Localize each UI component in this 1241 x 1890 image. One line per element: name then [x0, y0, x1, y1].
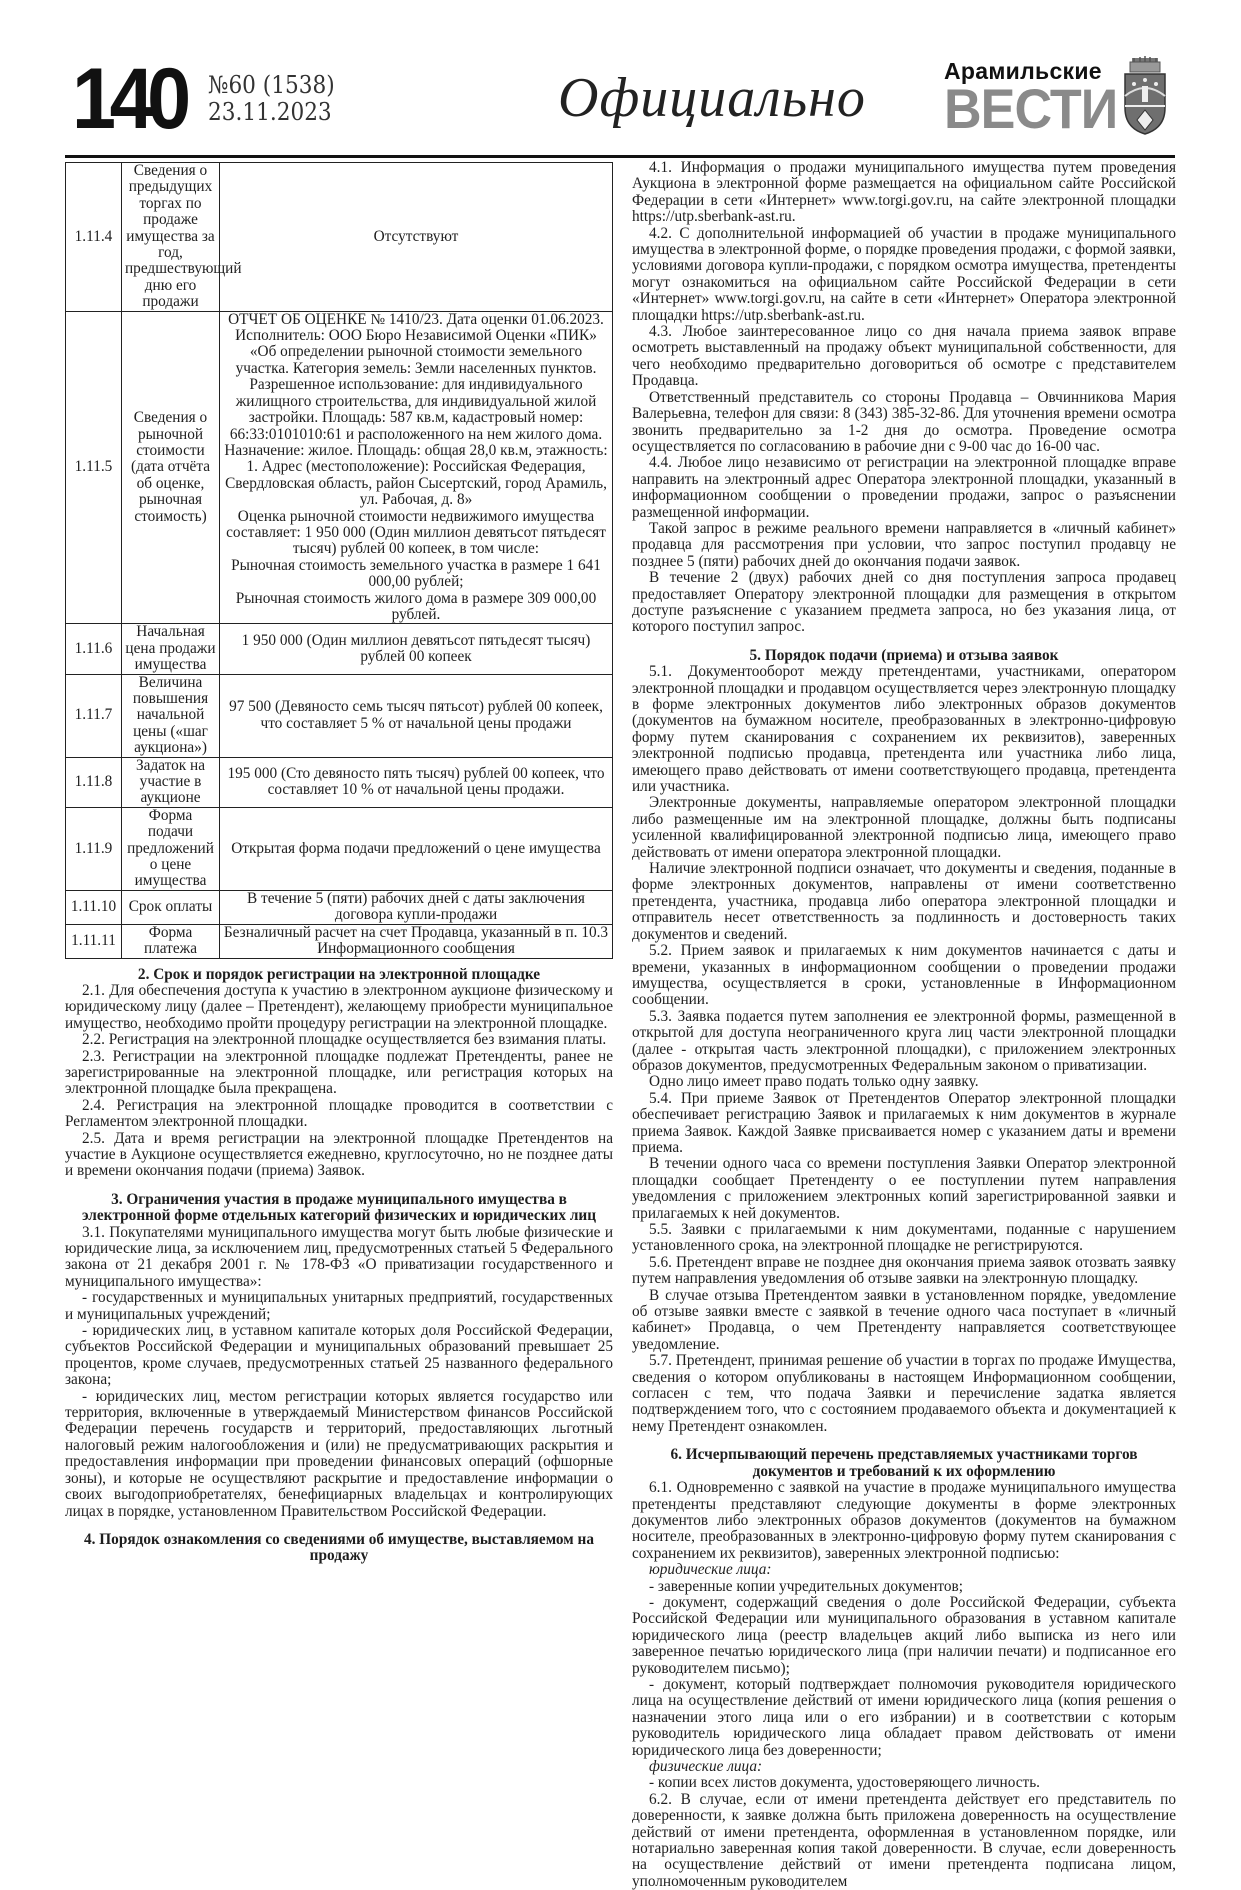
- paragraph: 4.2. С дополнительной информацией об участии в продаже муниципального имущества в электронной форме, о порядке проведения продажи, с формой заявки, условиями договора купли-продажи, с порядком осмотра имущества, претенденты могут ознакомиться на официальном сайте Российской Федерации в сети «Интернет» www.torgi.gov.ru, на сайте в сети «Интернет» Оператора электронной площадки https://utp.sberbank-ast.ru.: [632, 224, 1176, 324]
- row-number: 1.11.9: [66, 807, 122, 890]
- paragraph: 2.1. Для обеспечения доступа к участию в электронном аукционе физическому и юридическому лицу (далее – Претендент), желающему приобрести муниципальное имущество, необходимо пройти процедуру регистрации на электронной площадке.: [65, 981, 613, 1032]
- paragraph: 2.3. Регистрации на электронной площадке подлежат Претенденты, ранее не зарегистрированные на электронной площадке, или регистрация которых на электронной площадке была прекращена.: [65, 1047, 613, 1098]
- paragraph: - юридических лиц, в уставном капитале которых доля Российской Федерации, субъектов Российской Федерации и муниципальных образований превышает 25 процентов, кроме случаев, предусмотренных статьей 25 названного федерального закона;: [65, 1322, 613, 1389]
- table-row: [66, 757, 613, 807]
- paragraph: - документ, который подтверждает полномочия руководителя юридического лица на осуществление действий от имени юридического лица (копия решения о назначении этого лица или о его избрании) и в соответствии с которым руководитель юридического лица обладает правом действовать от имени юридического лица без доверенности;: [632, 1675, 1176, 1759]
- row-value: [220, 890, 613, 924]
- paragraph: Такой запрос в режиме реального времени направляется в «личный кабинет» продавца для рассмотрения при условии, что запрос поступил продавцу не позднее 5 (пяти) рабочих дней до окончания подачи заявок.: [632, 519, 1176, 570]
- value-line: Оценка рыночной стоимости недвижимого имущества составляет: 1 950 000 (Один миллион девятьсот пятьдесят тысяч) рублей 00 копеек, в том числе:: [226, 507, 606, 558]
- paragraph: - заверенные копии учредительных документов;: [649, 1577, 963, 1595]
- paragraph: - юридических лиц, местом регистрации которых является государство или территория, включенные в утверждаемый Министерством финансов Российской Федерации перечень государств и территорий, предоставляющих льготный налоговый режим налогообложения и (или) не предусматривающих раскрытия и предоставления информации при проведении финансовых операций (офшорные зоны), и которые не осуществляют раскрытие и предоставление информации о своих выгодоприобретателях, бенефициарных владельцах и контролирующих лицах в порядке, установленном Правительством Российской Федерации.: [65, 1387, 613, 1520]
- section-heading: 4. Порядок ознакомления со сведениями об имуществе, выставляемом на продажу: [83, 1530, 594, 1565]
- paragraph: - государственных и муниципальных унитарных предприятий, государственных и муниципальных учреждений;: [65, 1289, 613, 1323]
- coat-of-arms-icon: [1120, 56, 1170, 136]
- paragraph: 4.3. Любое заинтересованное лицо со дня начала приема заявок вправе осмотреть выставленный на продажу объект муниципальной собственности, для чего необходимо предварительно договориться об осмотре с представителем Продавца.: [632, 323, 1176, 390]
- section-heading: 2. Срок и порядок регистрации на электронной площадке: [137, 965, 541, 983]
- paragraph: Ответственный представитель со стороны Продавца – Овчинникова Мария Валерьевна, телефон для связи: 8 (343) 385-32-86. Для уточнения времени осмотра звонить предварительно за 1-2 дня до осмотра. Проведение осмотра осуществляется по согласованию в рабочие дни с 9-00 час до 16-00 час.: [632, 388, 1176, 455]
- header-divider: [65, 155, 1175, 158]
- row-value: [220, 311, 613, 624]
- paragraph: 5.5. Заявки с прилагаемыми к ним документами, поданные с нарушением установленного срока, на электронной площадке не регистрируются.: [632, 1221, 1176, 1255]
- section-title: Официально: [558, 67, 866, 129]
- value-line: В течение 5 (пяти) рабочих дней с даты заключения договора купли-продажи: [247, 889, 585, 924]
- row-number: 1.11.5: [66, 311, 122, 624]
- logo-top-text: Арамильские: [944, 58, 1102, 84]
- value-line: «Об определении рыночной стоимости земельного участка. Категория земель: Земли населенных пунктов. Разрешенное использование: для индивидуального жилищного строительства, для индивидуальной жилой застройки. Площадь: 587 кв.м, кадастровый номер: 66:33:0101010:61 и расположенного на нем жилого дома. Назначение: жилое. Площадь: общая 28,0 кв.м, этажность: 1. Адрес (местоположение): Российская Федерация, Свердловская область, район Сысертский, город Арамиль, ул. Рабочая, д. 8»: [224, 343, 608, 509]
- value-line: 97 500 (Девяносто семь тысяч пятьсот) рублей 00 копеек, что составляет 5 % от начальной цены продажи: [229, 698, 603, 732]
- table-row: [66, 674, 613, 757]
- row-label: Задаток на участие в аукционе: [122, 757, 220, 807]
- paragraph: 5.3. Заявка подается путем заполнения ее электронной формы, размещенной в открытой для доступа неограниченного круга лиц части электронной площадки (далее - открытая часть электронной площадки), с приложением электронных образов документов, предусмотренных Федеральным законом о приватизации.: [632, 1007, 1176, 1074]
- paragraph: 2.5. Дата и время регистрации на электронной площадке Претендентов на участие в Аукционе осуществляется ежедневно, круглосуточно, но не позднее даты и времени окончания подачи (приема) Заявок.: [65, 1129, 613, 1180]
- row-label: Срок оплаты: [122, 890, 220, 924]
- section-heading: 6. Исчерпывающий перечень представляемых участниками торгов документов и требований к их оформлению: [670, 1446, 1138, 1480]
- row-value: [220, 163, 613, 312]
- paragraph: физические лица:: [649, 1758, 763, 1775]
- left-text: [65, 967, 613, 1565]
- paragraph: В случае отзыва Претендентом заявки в установленном порядке, уведомление об отзыве заявки вместе с заявкой в течение одного часа поступает в «личный кабинет» Продавца, о чем Претенденту направляется соответствующее уведомление.: [632, 1286, 1176, 1353]
- paragraph: 5.1. Документооборот между претендентами, участниками, оператором электронной площадки и продавцом осуществляется через электронную площадку в форме электронных документов либо электронных образов документов (документов на бумажном носителе, преобразованных в электронно-цифровую форму путем сканирования с сохранением их реквизитов), заверенных электронной подписью продавца, претендента или участника либо лица, имеющего право действовать от имени соответствующего продавца, претендента или участника.: [632, 663, 1176, 796]
- section-heading: 3. Ограничения участия в продаже муниципального имущества в электронной форме отдельных категорий физических и юридических лиц: [81, 1190, 597, 1225]
- page-number: 140: [72, 51, 185, 147]
- table-row: [66, 890, 613, 924]
- paragraph: 6.1. Одновременно с заявкой на участие в продаже муниципального имущества претенденты представляют следующие документы в форме электронных документов либо электронных образов документов (документов на бумажном носителе, преобразованных в электронно-цифровую форму путем сканирования с сохранением их реквизитов), заверенных электронной подписью:: [632, 1479, 1176, 1562]
- paragraph: В течение 2 (двух) рабочих дней со дня поступления запроса продавец предоставляет Оператору электронной площадки для размещения в открытом доступе разъяснение с указанием предмета запроса, но без указания лица, от которого поступил запрос.: [632, 569, 1176, 636]
- value-line: ОТЧЕТ ОБ ОЦЕНКЕ № 1410/23. Дата оценки 01.06.2023.: [228, 310, 604, 328]
- paragraph: 2.4. Регистрация на электронной площадке проводится в соответствии с Регламентом электронной площадки.: [65, 1096, 613, 1131]
- issue-date: 23.11.2023: [208, 98, 332, 126]
- value-line: Открытая форма подачи предложений о цене имущества: [231, 839, 601, 857]
- table-row: [66, 163, 613, 312]
- row-label: Начальная цена продажи имущества: [122, 624, 220, 674]
- issue-number: №60 (1538): [208, 71, 335, 99]
- right-text: [632, 160, 1176, 1890]
- row-number: 1.11.8: [66, 757, 122, 807]
- table-row: [66, 924, 613, 958]
- row-label: Величина повышения начальной цены («шаг аукциона»): [122, 674, 220, 757]
- property-info-table: [65, 162, 613, 959]
- table-row: [66, 624, 613, 674]
- logo-main-text: ВЕСТИ: [944, 77, 1118, 140]
- paragraph: - копии всех листов документа, удостоверяющего личность.: [649, 1774, 1041, 1792]
- row-value: [220, 924, 613, 958]
- row-number: 1.11.4: [66, 163, 122, 312]
- value-line: Безналичный расчет на счет Продавца, указанный в п. 10.3 Информационного сообщения: [223, 923, 609, 958]
- row-number: 1.11.10: [66, 890, 122, 924]
- row-value: [220, 807, 613, 890]
- paragraph: юридические лица:: [649, 1561, 772, 1579]
- issue-info: [208, 72, 335, 126]
- value-line: Рыночная стоимость жилого дома в размере 309 000,00 рублей.: [235, 589, 597, 623]
- paragraph: Одно лицо имеет право подать только одну заявку.: [649, 1073, 979, 1091]
- row-label: Форма подачи предложений о цене имущества: [122, 807, 220, 890]
- row-value: [220, 757, 613, 807]
- row-label: Форма платежа: [122, 924, 220, 958]
- paragraph: - документ, содержащий сведения о доле Российской Федерации, субъекта Российской Федерации или муниципального образования в уставном капитале юридического лица (реестр владельцев акций либо выписка из него или заверенное печатью юридического лица (при наличии печати) и подписанное его руководителем письмо);: [632, 1593, 1176, 1677]
- paragraph: Наличие электронной подписи означает, что документы и сведения, поданные в форме электронных документов, направлены от имени соответственно претендента, участника, продавца либо оператора электронной площадки и отправитель несет ответственность за подлинность и достоверность таких документов и сведений.: [632, 860, 1176, 943]
- row-value: [220, 624, 613, 674]
- row-label: Сведения о предыдущих торгах по продаже имущества за год, предшествующий дню его продажи: [122, 163, 220, 312]
- row-number: 1.11.6: [66, 624, 122, 674]
- table-row: [66, 807, 613, 890]
- left-column: [65, 162, 613, 1565]
- row-value: [220, 674, 613, 757]
- table-row: [66, 311, 613, 624]
- paragraph: 5.2. Прием заявок и прилагаемых к ним документов начинается с даты и времени, указанных в информационном сообщении о проведении продажи имущества, осуществляется в сроки, установленные в Информационном сообщении.: [632, 942, 1176, 1009]
- paragraph: 6.2. В случае, если от имени претендента действует его представитель по доверенности, к заявке должна быть приложена доверенность на осуществление действий от имени претендента, оформленная в установленном порядке, или нотариально заверенная копия такой доверенности. В случае, если доверенность на осуществление действий от имени претендента подписана лицом, уполномоченным руководителем: [632, 1790, 1176, 1890]
- paragraph: 5.6. Претендент вправе не позднее дня окончания приема заявок отозвать заявку путем направления уведомления об отзыве заявки на электронную площадку.: [632, 1253, 1176, 1288]
- row-label: Сведения о рыночной стоимости (дата отчёта об оценке, рыночная стоимость): [122, 311, 220, 624]
- value-line: Рыночная стоимость земельного участка в размере 1 641 000,00 рублей;: [231, 556, 601, 591]
- newspaper-logo: [944, 58, 1118, 140]
- paragraph: 3.1. Покупателями муниципального имущества могут быть любые физические и юридические лица, за исключением лиц, предусмотренных статьей 5 Федерального закона от 21 декабря 2001 г. № 178-ФЗ «О приватизации государственного и муниципального имущества»:: [65, 1223, 613, 1290]
- paragraph: Электронные документы, направляемые оператором электронной площадки либо размещенные им на электронной площадке, должны быть подписаны усиленной квалифицированной электронной подписью лица, имеющего право действовать от имени оператора электронной площадки.: [632, 794, 1176, 861]
- row-number: 1.11.11: [66, 924, 122, 958]
- right-column: [632, 160, 1176, 1890]
- paragraph: 5.4. При приеме Заявок от Претендентов Оператор электронной площадки обеспечивает регистрацию Заявок и прилагаемых к ним документов в журнале приема Заявок. Каждой Заявке присваивается номер с указанием даты и времени приема.: [632, 1089, 1176, 1156]
- value-line: 195 000 (Сто девяносто пять тысяч) рублей 00 копеек, что составляет 10 % от начальной цены продажи.: [227, 764, 605, 799]
- paragraph: 2.2. Регистрация на электронной площадке осуществляется без взимания платы.: [82, 1031, 607, 1049]
- paragraph: 4.4. Любое лицо независимо от регистрации на электронной площадке вправе направить на электронный адрес Оператора электронной площадки, указанный в информационном сообщении о проведении продажи, запрос о разъяснении размещенной информации.: [632, 454, 1176, 521]
- row-number: 1.11.7: [66, 674, 122, 757]
- value-line: 1 950 000 (Один миллион девятьсот пятьдесят тысяч) рублей 00 копеек: [241, 631, 591, 665]
- paragraph: 4.1. Информация о продажи муниципального имущества путем проведения Аукциона в электронной форме размещается на официальном сайте Российской Федерации в сети «Интернет» www.torgi.gov.ru, на сайте электронной площадки https://utp.sberbank-ast.ru.: [632, 159, 1176, 226]
- section-heading: 5. Порядок подачи (приема) и отзыва заявок: [749, 646, 1059, 664]
- value-line: Отсутствуют: [373, 227, 459, 245]
- value-line: Исполнитель: ООО Бюро Независимой Оценки «ПИК»: [235, 327, 597, 345]
- paragraph: В течении одного часа со времени поступления Заявки Оператор электронной площадки сообщает Претенденту о ее поступлении путем направления уведомления с приложением электронных копий зарегистрированной заявки и прилагаемых к ней документов.: [632, 1155, 1176, 1222]
- paragraph: 5.7. Претендент, принимая решение об участии в торгах по продаже Имущества, сведения о котором опубликованы в настоящем Информационном сообщении, согласен с тем, что подача Заявки и перечисление задатка является подтверждением того, что с состоянием продаваемого объекта и документацией к нему Претендент ознакомлен.: [632, 1352, 1176, 1435]
